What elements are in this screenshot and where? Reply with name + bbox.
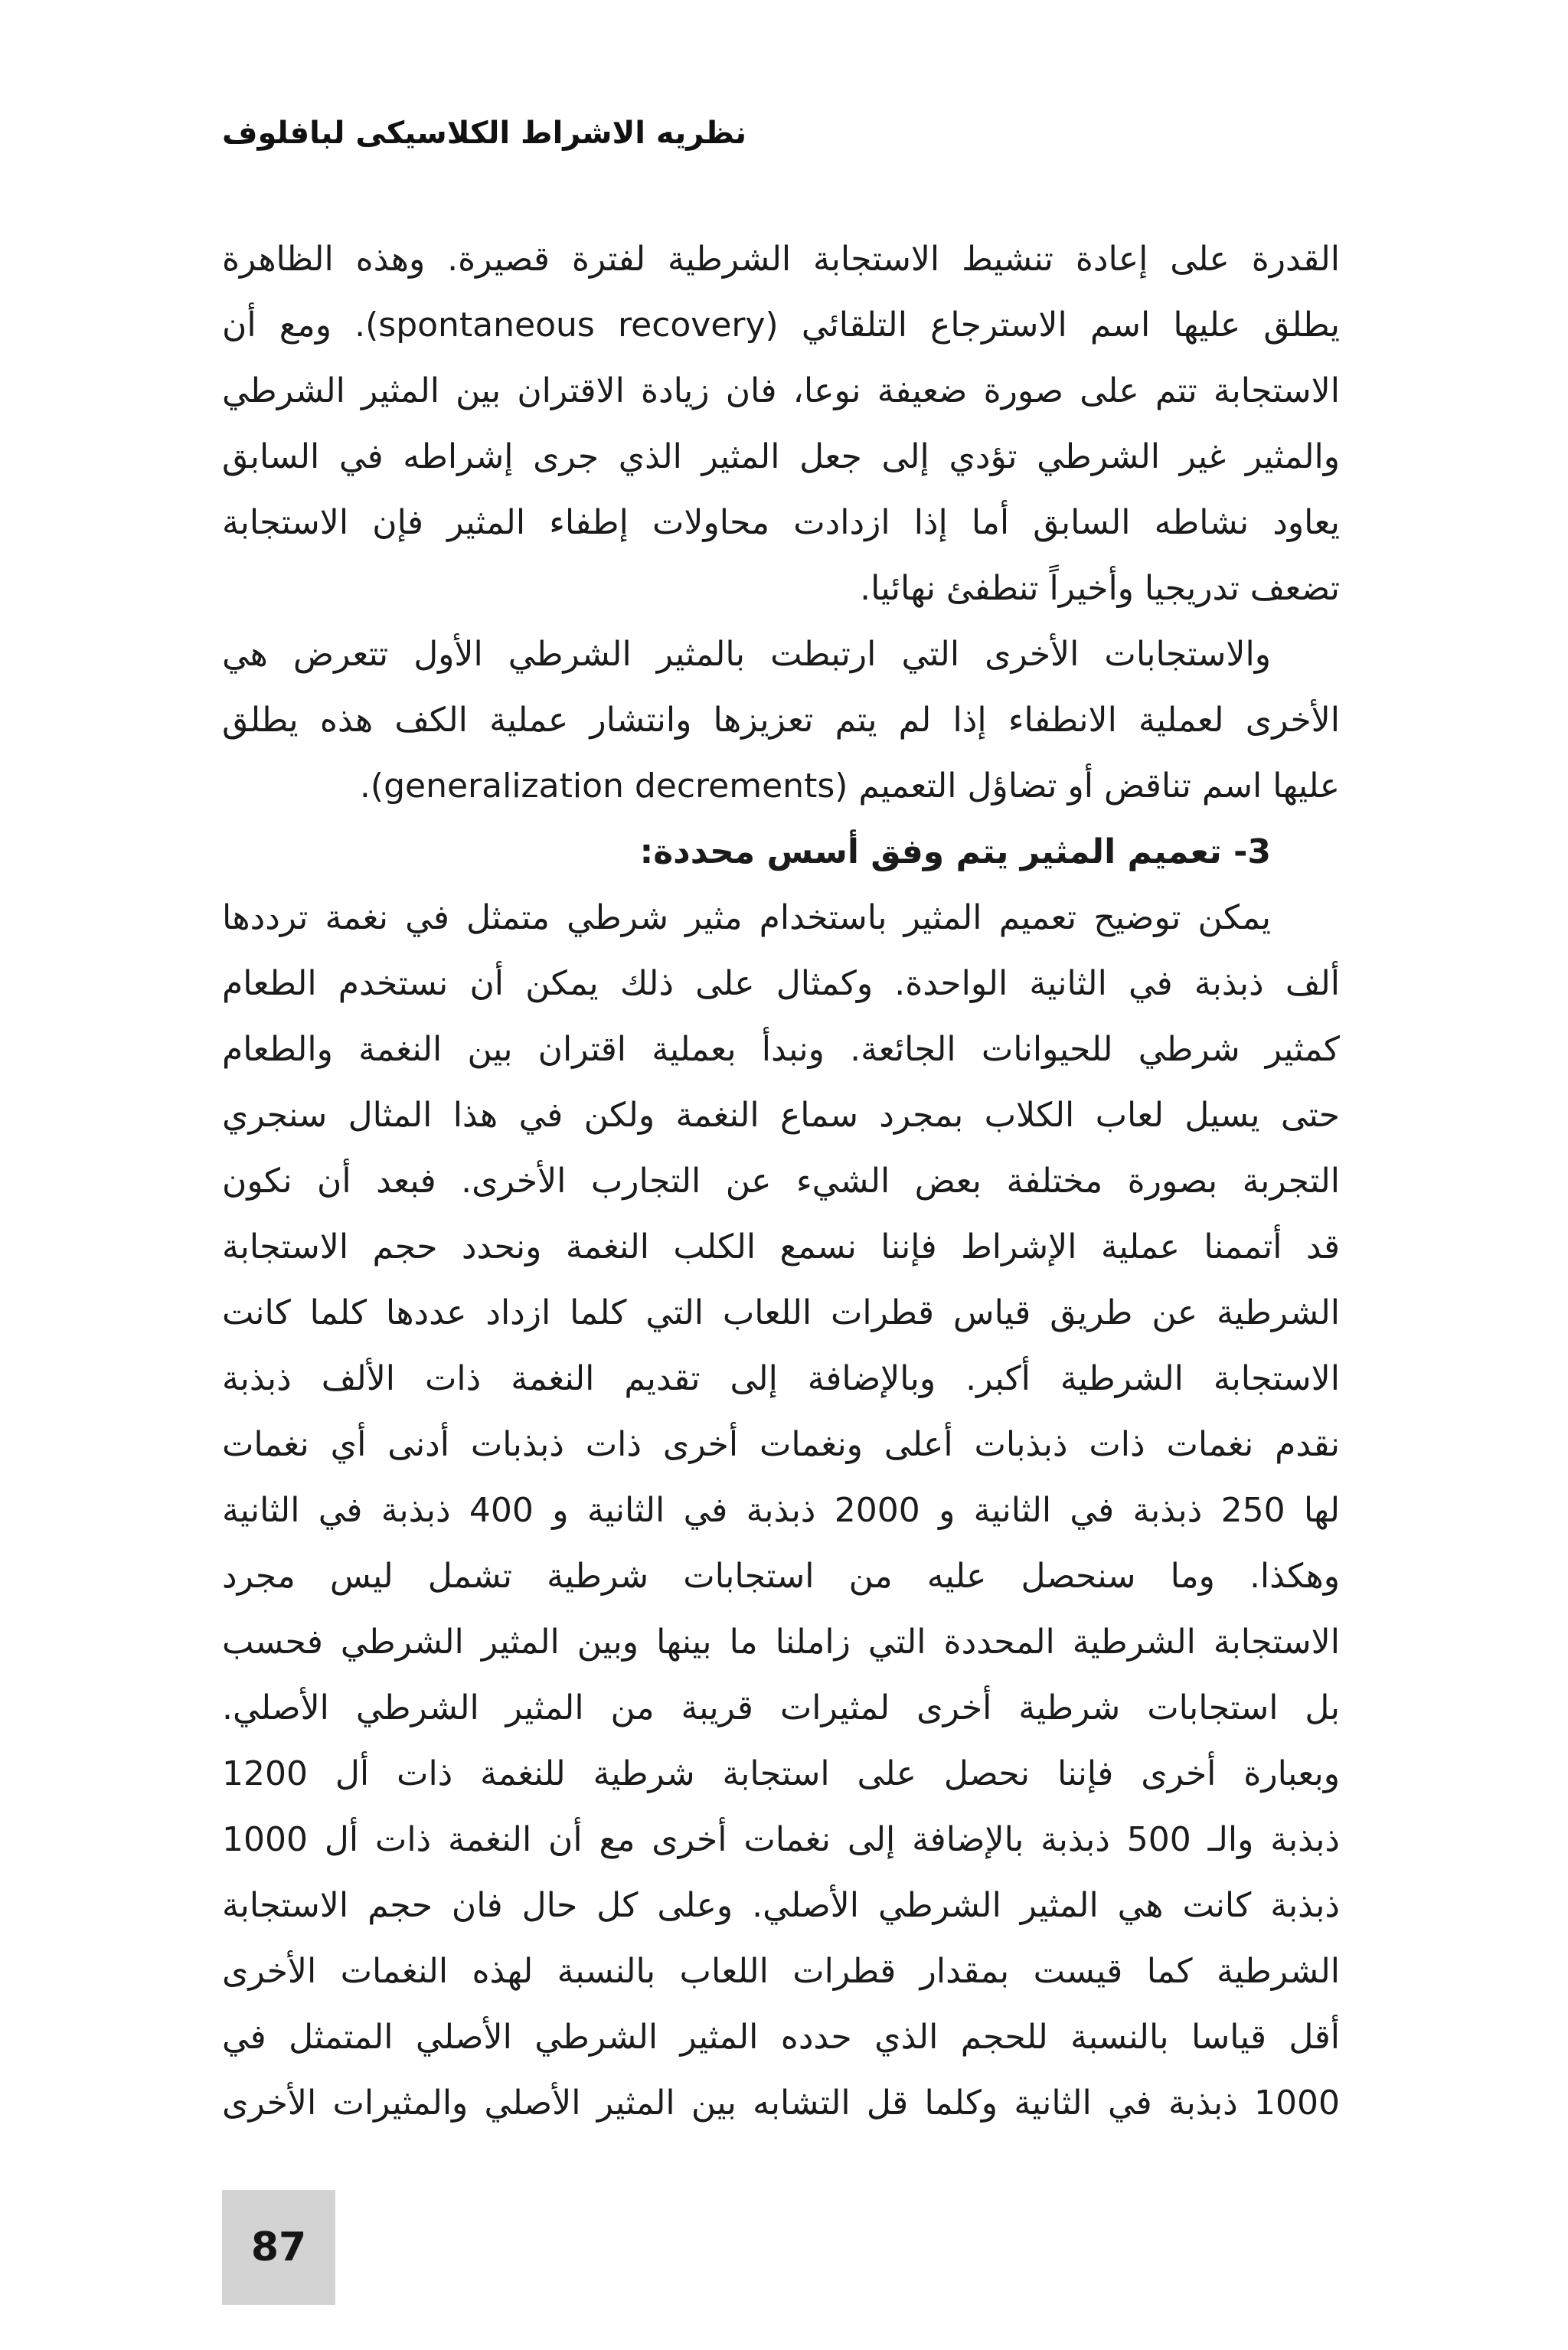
- text-line: والاستجابات الأخرى التي ارتبطت بالمثير الشرطي الأول تتعرض هي: [222, 635, 1271, 674]
- text-line: عليها اسم تناقض أو تضاؤل التعميم (generalization decrements).: [359, 766, 1340, 806]
- body-text: [222, 227, 1340, 2136]
- section-heading: 3- تعميم المثير يتم وفق أسس محددة:: [639, 832, 1271, 871]
- text-line: الاستجابة تتم على صورة ضعيفة نوعا، فان زيادة الاقتران بين المثير الشرطي: [222, 371, 1340, 410]
- text-line: بل استجابات شرطية أخرى لمثيرات قريبة من المثير الشرطي الأصلي.: [222, 1688, 1340, 1727]
- running-header-title: نظريه الاشراط الكلاسيكى لبافلوف: [222, 116, 747, 151]
- text-line: وهكذا. وما سنحصل عليه من استجابات شرطية تشمل ليس مجرد: [222, 1557, 1340, 1596]
- text-line: 1000 ذبذبة في الثانية وكلما قل التشابه بين المثير الأصلي والمثيرات الأخرى: [222, 2084, 1340, 2123]
- text-line: الاستجابة الشرطية أكبر. وبالإضافة إلى تقديم النغمة ذات الألف ذبذبة: [222, 1359, 1340, 1398]
- text-line: ألف ذبذبة في الثانية الواحدة. وكمثال على ذلك يمكن أن نستخدم الطعام: [222, 964, 1340, 1003]
- text-line: وبعبارة أخرى فإننا نحصل على استجابة شرطية للنغمة ذات أل 1200: [222, 1754, 1340, 1793]
- text-line: القدرة على إعادة تنشيط الاستجابة الشرطية لفترة قصيرة. وهذه الظاهرة: [222, 240, 1340, 279]
- text-line: الاستجابة الشرطية المحددة التي زاملنا ما بينها وبين المثير الشرطي فحسب: [222, 1623, 1340, 1662]
- text-line: التجربة بصورة مختلفة بعض الشيء عن التجارب الأخرى. فبعد أن نكون: [222, 1162, 1340, 1201]
- text-line: نقدم نغمات ذات ذبذبات أعلى ونغمات أخرى ذات ذبذبات أدنى أي نغمات: [222, 1425, 1340, 1464]
- text-line: حتى يسيل لعاب الكلاب بمجرد سماع النغمة ولكن في هذا المثال سنجري: [222, 1096, 1340, 1135]
- text-line: يطلق عليها اسم الاسترجاع التلقائي (spontaneous recovery). ومع أن: [222, 306, 1340, 345]
- text-line: الأخرى لعملية الانطفاء إذا لم يتم تعزيزها وانتشار عملية الكف هذه يطلق: [222, 701, 1340, 740]
- text-line: كمثير شرطي للحيوانات الجائعة. ونبدأ بعملية اقتران بين النغمة والطعام: [222, 1030, 1340, 1069]
- text-line: أقل قياسا بالنسبة للحجم الذي حدده المثير الشرطي الأصلي المتمثل في: [222, 2018, 1340, 2057]
- text-line: لها 250 ذبذبة في الثانية و 2000 ذبذبة في الثانية و 400 ذبذبة في الثانية: [222, 1491, 1340, 1530]
- text-line: ذبذبة والـ 500 ذبذبة بالإضافة إلى نغمات أخرى مع أن النغمة ذات أل 1000: [222, 1820, 1340, 1859]
- text-line: يمكن توضيح تعميم المثير باستخدام مثير شرطي متمثل في نغمة ترددها: [222, 898, 1271, 937]
- text-line: قد أتممنا عملية الإشراط فإننا نسمع الكلب النغمة ونحدد حجم الاستجابة: [222, 1227, 1340, 1267]
- page-number-box: [222, 2190, 335, 2305]
- text-line: ذبذبة كانت هي المثير الشرطي الأصلي. وعلى كل حال فان حجم الاستجابة: [222, 1886, 1340, 1925]
- text-line: تضعف تدريجيا وأخيراً تنطفئ نهائيا.: [860, 569, 1340, 608]
- text-line: يعاود نشاطه السابق أما إذا ازدادت محاولات إطفاء المثير فإن الاستجابة: [222, 503, 1340, 542]
- page-number: 87: [250, 2224, 307, 2270]
- text-line: الشرطية كما قيست بمقدار قطرات اللعاب بالنسبة لهذه النغمات الأخرى: [222, 1952, 1340, 1991]
- text-line: والمثير غير الشرطي تؤدي إلى جعل المثير الذي جرى إشراطه في السابق: [222, 437, 1340, 476]
- text-line: الشرطية عن طريق قياس قطرات اللعاب التي كلما ازداد عددها كلما كانت: [222, 1293, 1340, 1332]
